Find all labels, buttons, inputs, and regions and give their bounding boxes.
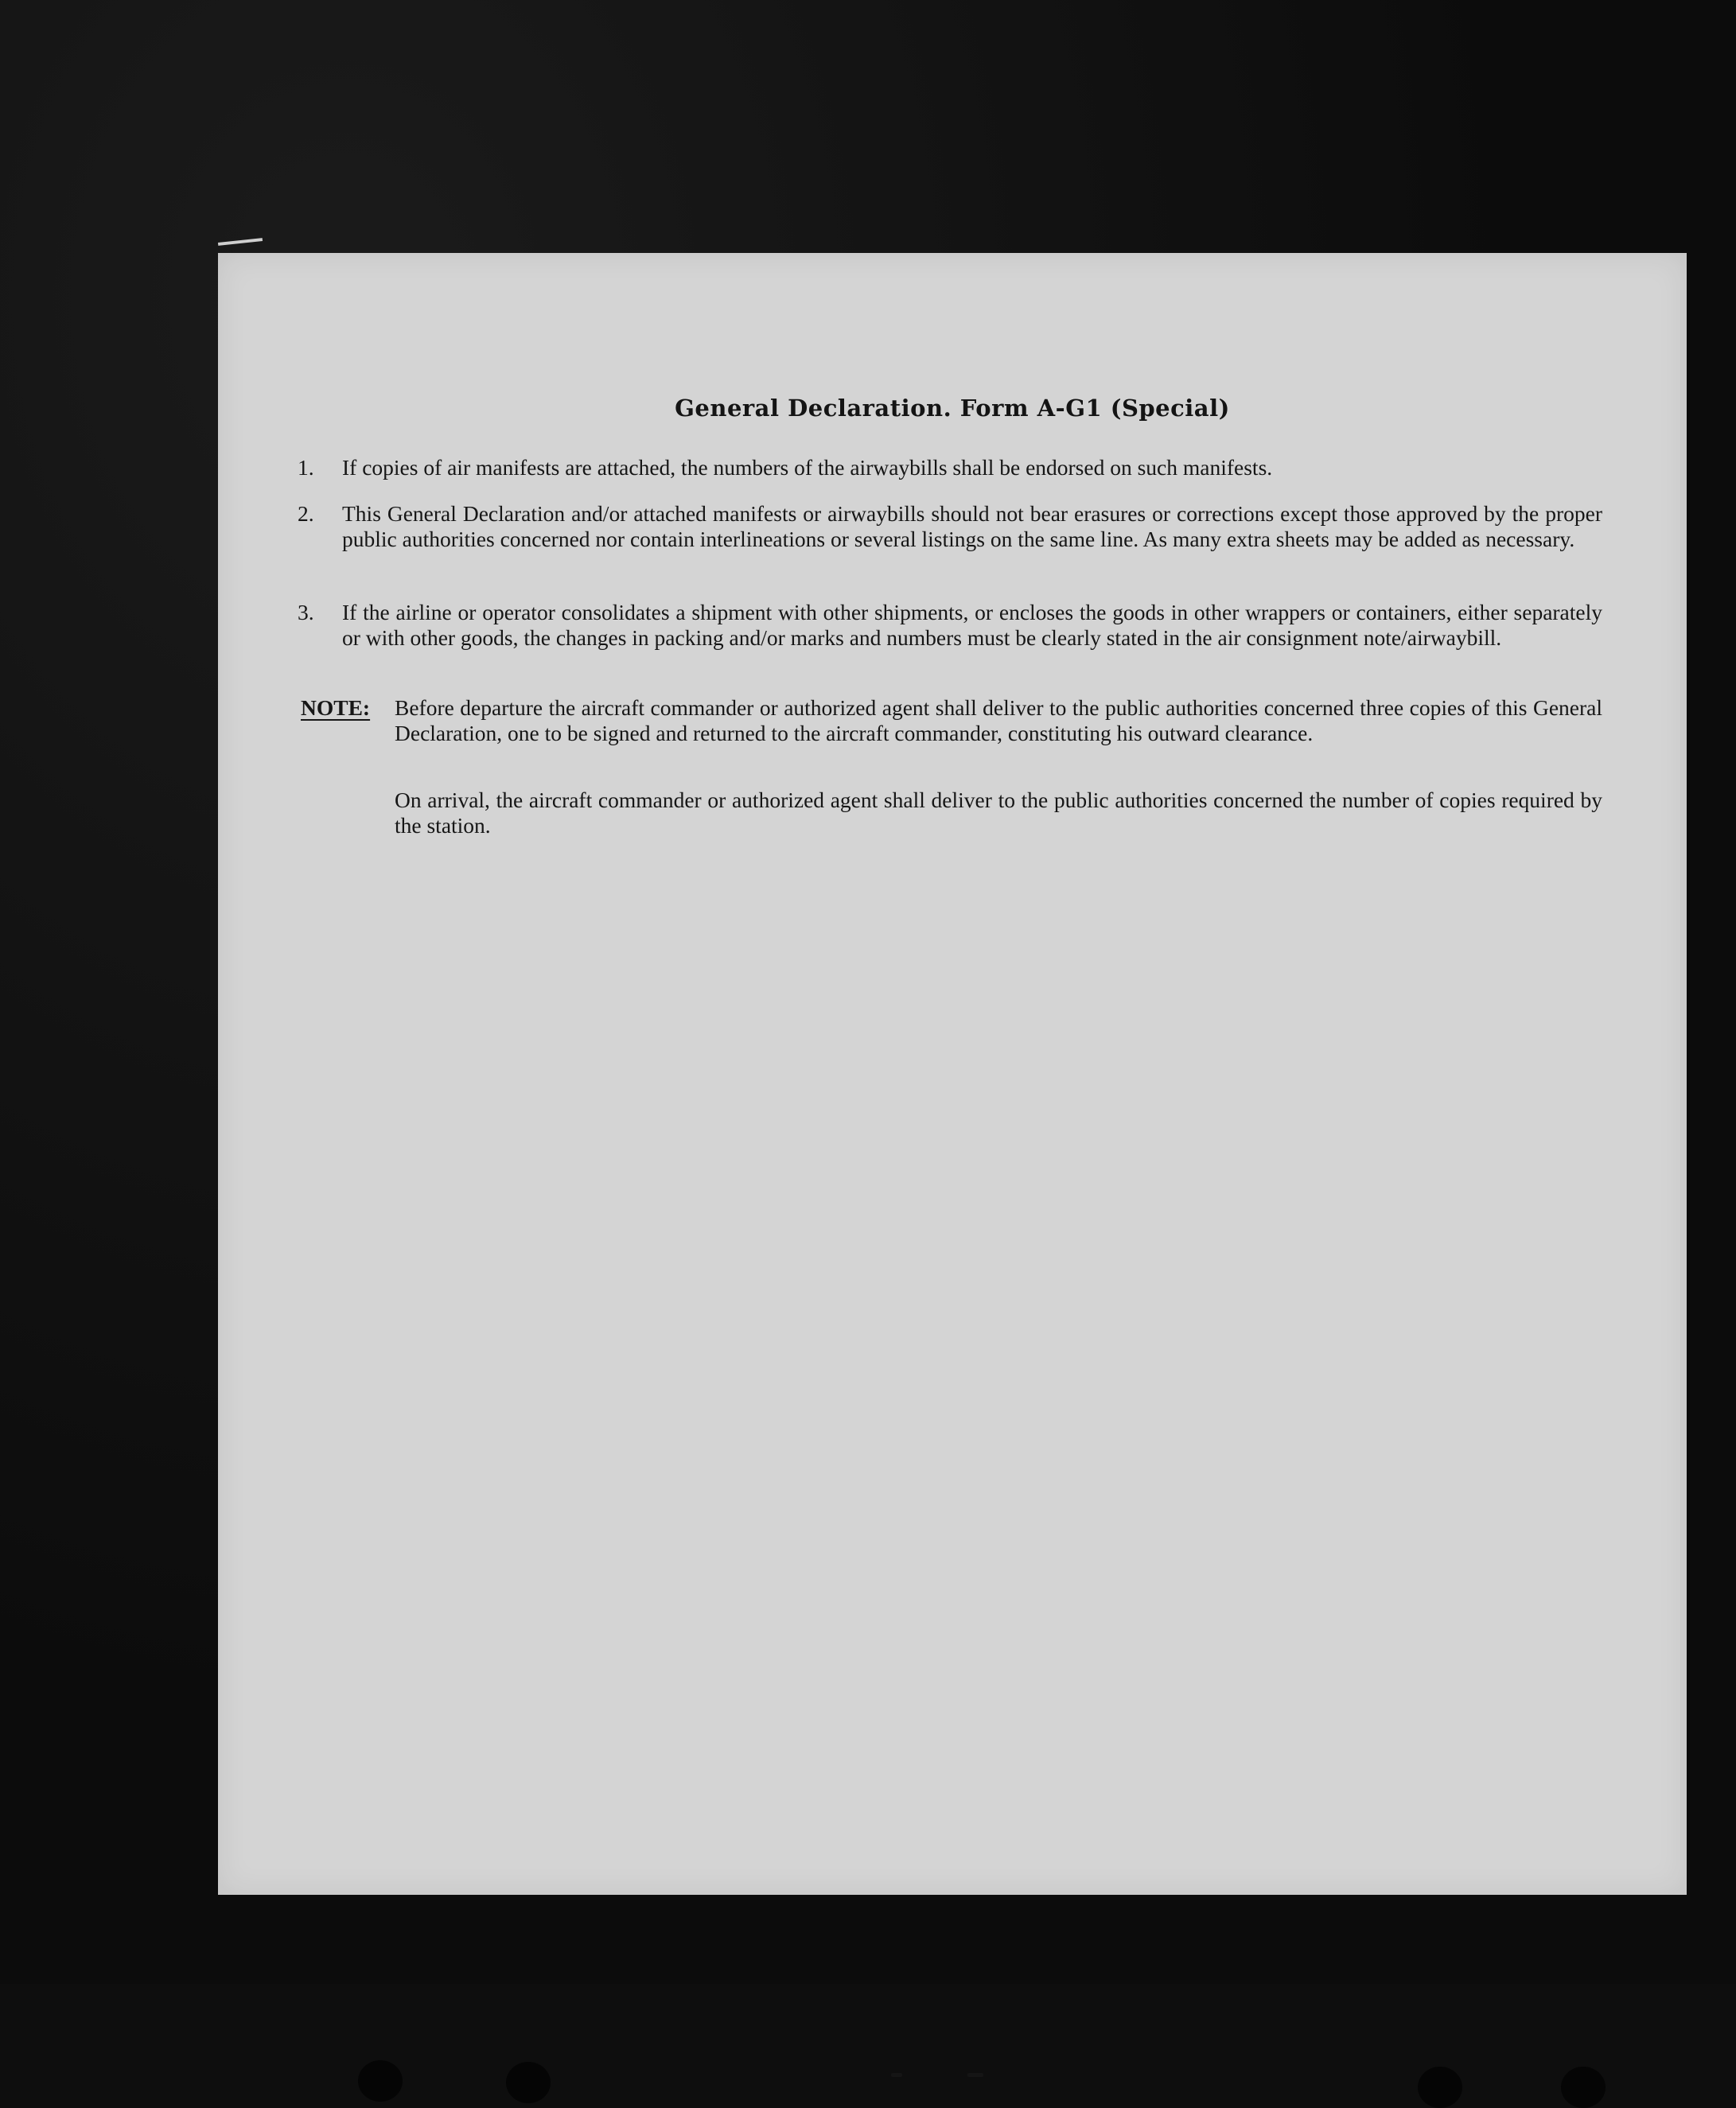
note-paragraph-arrival: On arrival, the aircraft commander or authorized agent shall deliver to the public authorities concerned the number of copies required by the station. — [395, 788, 1602, 838]
item-number: 2. — [298, 501, 314, 526]
instruction-item-2 — [298, 501, 1602, 552]
punch-hole — [1418, 2067, 1462, 2108]
scan-speck — [967, 2073, 983, 2077]
form-title: General Declaration. Form A-G1 (Special) — [675, 395, 1230, 422]
punch-hole — [358, 2060, 403, 2102]
document-page — [218, 253, 1687, 1895]
item-number: 1. — [298, 455, 314, 480]
instruction-item-1 — [298, 455, 1602, 480]
item-number: 3. — [298, 600, 314, 624]
item-text: If copies of air manifests are attached, the numbers of the airwaybills shall be endorsed on such manifests. — [342, 455, 1273, 480]
note-paragraph-departure: Before departure the aircraft commander or authorized agent shall deliver to the public authorities concerned three copies of this General Declaration, one to be signed and returned to the aircraft commander, constituting his outward clearance. — [395, 695, 1602, 745]
item-text: This General Declaration and/or attached manifests or airwaybills should not bear erasures or corrections except those approved by the proper public authorities concerned nor contain interlineations or several listings on the same line. As many extra sheets may be added as necessary. — [342, 501, 1602, 551]
scan-speck — [891, 2073, 902, 2077]
punch-hole — [506, 2062, 551, 2103]
note-paragraph-arrival-block — [395, 788, 1602, 838]
instruction-item-3 — [298, 600, 1602, 651]
note-label: NOTE: — [301, 695, 371, 720]
punch-hole — [1561, 2067, 1606, 2108]
item-text: If the airline or operator consolidates a shipment with other shipments, or encloses the goods in other wrappers or containers, either separately or with other goods, the changes in packing and/or marks and numbers must be clearly stated in the air consignment note/airwaybill. — [342, 600, 1602, 650]
note-block — [301, 695, 1602, 746]
